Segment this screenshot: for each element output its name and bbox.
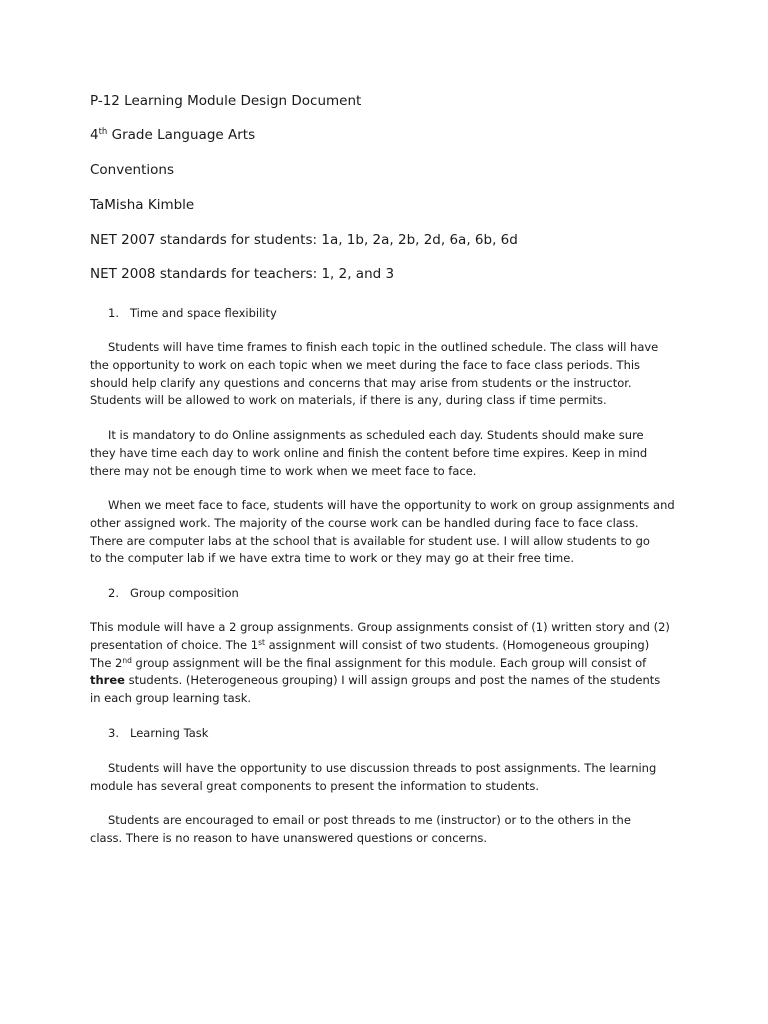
text-run: assignment will consist of two students. (Homogeneous grouping): [264, 637, 650, 652]
paragraph: [90, 339, 690, 410]
paragraph-line: [90, 655, 690, 673]
grade-line: [90, 126, 255, 144]
ordinal-superscript: st: [258, 637, 265, 647]
section-heading-1: [108, 305, 277, 321]
net-students-line: NET 2007 standards for students: 1a, 1b, 2a, 2b, 2d, 6a, 6b, 6d: [90, 232, 518, 248]
net-teachers-line: NET 2008 standards for teachers: 1, 2, and 3: [90, 266, 395, 282]
document-title: P-12 Learning Module Design Document: [90, 93, 362, 109]
author-line: TaMisha Kimble: [90, 197, 195, 213]
paragraph-line: class. There is no reason to have unanswered questions or concerns.: [90, 830, 488, 845]
paragraph-line: This module will have a 2 group assignments. Group assignments consist of (1) written story and (2): [90, 620, 670, 634]
text-run: group assignment will be the final assignment for this module. Each group will consist of: [131, 655, 647, 670]
paragraph-line: the opportunity to work on each topic when we meet during the face to face class periods. This: [90, 357, 641, 372]
text-run: presentation of choice. The 1: [90, 637, 259, 652]
paragraph-line: module has several great components to present the information to students.: [90, 778, 540, 793]
bold-text: three: [90, 673, 125, 688]
paragraph: [90, 427, 690, 480]
paragraph-line: When we meet face to face, students will have the opportunity to work on group assignments and: [108, 498, 675, 512]
section-title: Learning Task: [130, 726, 209, 740]
paragraph-line: they have time each day to work online and finish the content before time expires. Keep in mind: [90, 445, 648, 460]
paragraph-line: [90, 637, 690, 655]
paragraph-line: other assigned work. The majority of the course work can be handled during face to face class.: [90, 515, 639, 530]
paragraph-line: [90, 672, 690, 690]
paragraph-line: Students will have the opportunity to use discussion threads to post assignments. The learning: [108, 761, 657, 775]
section-number: 2.: [108, 586, 119, 600]
section-number: 1.: [108, 306, 119, 320]
section-title: Group composition: [130, 586, 239, 600]
paragraph-line: There are computer labs at the school that is available for student use. I will allow students to go: [90, 533, 650, 548]
text-run: The 2: [90, 655, 123, 670]
section-heading-2: [108, 585, 239, 601]
paragraph: [90, 760, 690, 796]
paragraph-line: Students will be allowed to work on materials, if there is any, during class if time permits.: [90, 393, 607, 408]
grade-number: 4: [90, 127, 99, 143]
paragraph-line: should help clarify any questions and concerns that may arise from students or the instructor.: [90, 375, 632, 390]
paragraph-line: to the computer lab if we have extra time to work or they may go at their free time.: [90, 551, 574, 566]
paragraph-line: Students are encouraged to email or post threads to me (instructor) or to the others in the: [108, 813, 631, 827]
ordinal-superscript: nd: [122, 655, 132, 665]
paragraph-line: there may not be enough time to work when we meet face to face.: [90, 463, 477, 478]
section-number: 3.: [108, 726, 119, 740]
paragraph: [90, 619, 690, 708]
grade-superscript: th: [98, 127, 108, 137]
topic-line: Conventions: [90, 162, 174, 178]
paragraph: [90, 812, 690, 848]
paragraph-line: Students will have time frames to finish each topic in the outlined schedule. The class will have: [108, 340, 659, 354]
section-heading-3: [108, 725, 208, 741]
paragraph-line: in each group learning task.: [90, 691, 252, 706]
paragraph-line: It is mandatory to do Online assignments as scheduled each day. Students should make sure: [108, 428, 644, 442]
grade-subject: Grade Language Arts: [107, 127, 256, 143]
section-title: Time and space flexibility: [130, 306, 277, 320]
text-run: students. (Heterogeneous grouping) I will assign groups and post the names of the students: [124, 673, 661, 688]
paragraph: [90, 497, 690, 568]
